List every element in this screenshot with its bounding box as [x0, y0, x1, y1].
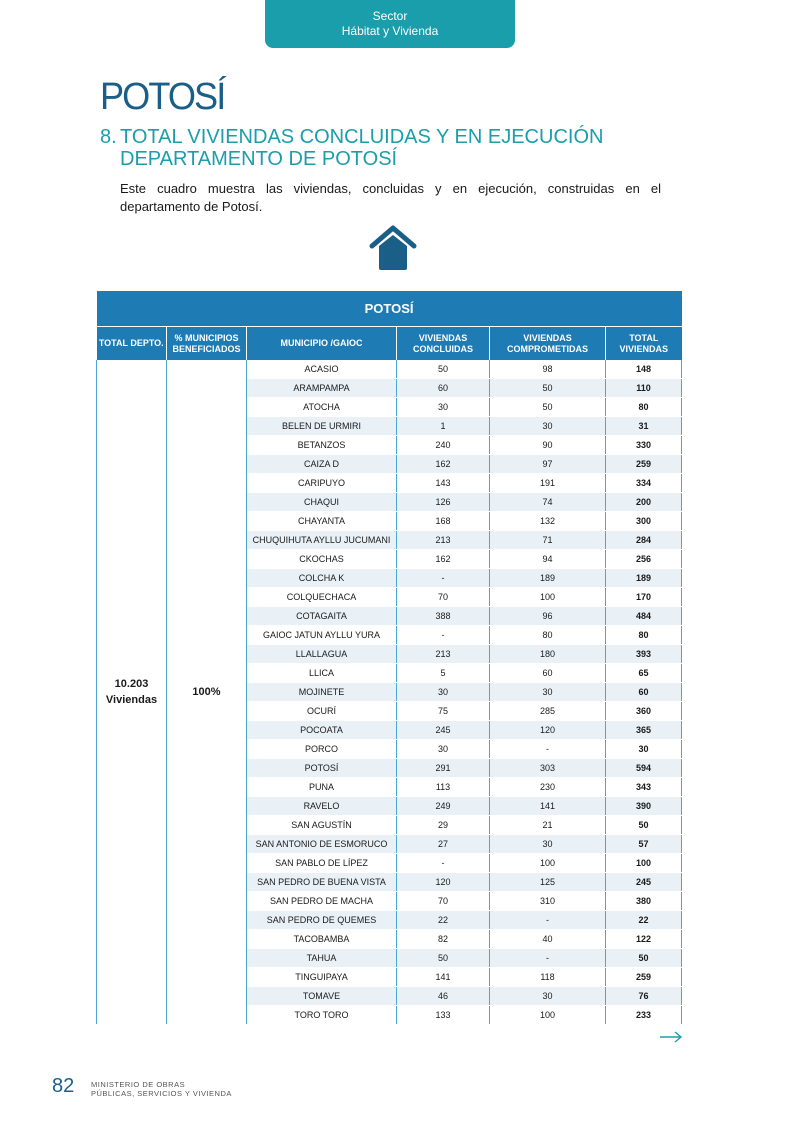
concluidas-cell: 5	[397, 664, 490, 683]
municipio-cell: LLICA	[247, 664, 397, 683]
concluidas-cell: 126	[397, 493, 490, 512]
section-title-line2: DEPARTAMENTO DE POTOSÍ	[120, 148, 398, 170]
comprometidas-cell: 71	[490, 531, 606, 550]
municipio-cell: SAN PEDRO DE QUEMES	[247, 911, 397, 930]
total-cell: 284	[606, 531, 682, 550]
municipio-cell: SAN PEDRO DE MACHA	[247, 892, 397, 911]
total-cell: 365	[606, 721, 682, 740]
comprometidas-cell: 98	[490, 360, 606, 379]
comprometidas-cell: 125	[490, 873, 606, 892]
comprometidas-cell: 285	[490, 702, 606, 721]
total-depto-value: 10.203	[114, 678, 149, 690]
comprometidas-cell: 120	[490, 721, 606, 740]
comprometidas-cell: 132	[490, 512, 606, 531]
comprometidas-cell: 303	[490, 759, 606, 778]
total-cell: 594	[606, 759, 682, 778]
total-cell: 256	[606, 550, 682, 569]
total-cell: 110	[606, 379, 682, 398]
comprometidas-cell: 50	[490, 379, 606, 398]
total-cell: 100	[606, 854, 682, 873]
comprometidas-cell: 97	[490, 455, 606, 474]
concluidas-cell: 70	[397, 892, 490, 911]
municipio-cell: TACOBAMBA	[247, 930, 397, 949]
concluidas-cell: 75	[397, 702, 490, 721]
total-cell: 189	[606, 569, 682, 588]
municipio-cell: ARAMPAMPA	[247, 379, 397, 398]
column-header-comprometidas: VIVIENDAS COMPROMETIDAS	[490, 327, 606, 361]
municipio-cell: SAN AGUSTÍN	[247, 816, 397, 835]
total-depto-cell	[97, 360, 167, 1025]
concluidas-cell: 22	[397, 911, 490, 930]
total-cell: 334	[606, 474, 682, 493]
footer-org-line1: MINISTERIO DE OBRAS	[91, 1080, 186, 1089]
comprometidas-cell: 230	[490, 778, 606, 797]
municipio-cell: ATOCHA	[247, 398, 397, 417]
total-cell: 245	[606, 873, 682, 892]
concluidas-cell: 388	[397, 607, 490, 626]
municipio-cell: CKOCHAS	[247, 550, 397, 569]
concluidas-cell: 27	[397, 835, 490, 854]
total-cell: 30	[606, 740, 682, 759]
concluidas-cell: 162	[397, 550, 490, 569]
municipio-cell: PORCO	[247, 740, 397, 759]
comprometidas-cell: 100	[490, 854, 606, 873]
concluidas-cell: 133	[397, 1006, 490, 1025]
comprometidas-cell: 90	[490, 436, 606, 455]
comprometidas-cell: -	[490, 911, 606, 930]
municipio-cell: SAN PEDRO DE BUENA VISTA	[247, 873, 397, 892]
total-cell: 80	[606, 398, 682, 417]
concluidas-cell: 213	[397, 531, 490, 550]
municipio-cell: SAN ANTONIO DE ESMORUCO	[247, 835, 397, 854]
total-cell: 60	[606, 683, 682, 702]
total-cell: 50	[606, 816, 682, 835]
pct-municipios-cell: 100%	[167, 360, 247, 1025]
municipio-cell: CAIZA D	[247, 455, 397, 474]
column-header-total-depto: TOTAL DEPTO.	[97, 327, 167, 361]
concluidas-cell: 60	[397, 379, 490, 398]
municipio-cell: MOJINETE	[247, 683, 397, 702]
concluidas-cell: 30	[397, 740, 490, 759]
municipio-cell: CHAYANTA	[247, 512, 397, 531]
table-body	[97, 360, 682, 1025]
comprometidas-cell: 118	[490, 968, 606, 987]
comprometidas-cell: 30	[490, 987, 606, 1006]
concluidas-cell: 162	[397, 455, 490, 474]
total-cell: 484	[606, 607, 682, 626]
footer-organization	[91, 1080, 232, 1098]
concluidas-cell: 213	[397, 645, 490, 664]
total-cell: 390	[606, 797, 682, 816]
concluidas-cell: -	[397, 626, 490, 645]
page-title: POTOSÍ	[100, 76, 225, 118]
municipio-cell: POTOSÍ	[247, 759, 397, 778]
comprometidas-cell: 191	[490, 474, 606, 493]
comprometidas-cell: 60	[490, 664, 606, 683]
comprometidas-cell: -	[490, 740, 606, 759]
municipio-cell: PUNA	[247, 778, 397, 797]
comprometidas-cell: 180	[490, 645, 606, 664]
concluidas-cell: 70	[397, 588, 490, 607]
concluidas-cell: -	[397, 854, 490, 873]
total-cell: 200	[606, 493, 682, 512]
total-cell: 380	[606, 892, 682, 911]
municipio-cell: BELEN DE URMIRI	[247, 417, 397, 436]
municipio-cell: LLALLAGUA	[247, 645, 397, 664]
column-header-total: TOTAL VIVIENDAS	[606, 327, 682, 361]
municipio-cell: COLCHA K	[247, 569, 397, 588]
total-cell: 300	[606, 512, 682, 531]
concluidas-cell: 29	[397, 816, 490, 835]
municipio-cell: CHUQUIHUTA AYLLU JUCUMANI	[247, 531, 397, 550]
municipio-cell: SAN PABLO DE LÍPEZ	[247, 854, 397, 873]
section-number: 8.	[100, 126, 117, 148]
concluidas-cell: 30	[397, 683, 490, 702]
total-cell: 393	[606, 645, 682, 664]
concluidas-cell: 50	[397, 949, 490, 968]
municipio-cell: TORO TORO	[247, 1006, 397, 1025]
concluidas-cell: 245	[397, 721, 490, 740]
concluidas-cell: -	[397, 569, 490, 588]
sector-name: Hábitat y Vivienda	[341, 24, 439, 38]
table-row	[97, 360, 682, 379]
housing-table-container	[96, 291, 681, 1025]
concluidas-cell: 113	[397, 778, 490, 797]
municipio-cell: TINGUIPAYA	[247, 968, 397, 987]
concluidas-cell: 50	[397, 360, 490, 379]
concluidas-cell: 168	[397, 512, 490, 531]
municipio-cell: COTAGAITA	[247, 607, 397, 626]
comprometidas-cell: 100	[490, 588, 606, 607]
comprometidas-cell: 310	[490, 892, 606, 911]
comprometidas-cell: 21	[490, 816, 606, 835]
section-description: Este cuadro muestra las viviendas, concluidas y en ejecución, construidas en el departamento de Potosí.	[120, 181, 661, 214]
municipio-cell: GAIOC JATUN AYLLU YURA	[247, 626, 397, 645]
section-title-line1: TOTAL VIVIENDAS CONCLUIDAS Y EN EJECUCIÓN	[120, 126, 604, 148]
comprometidas-cell: 50	[490, 398, 606, 417]
total-cell: 170	[606, 588, 682, 607]
comprometidas-cell: 30	[490, 683, 606, 702]
column-header-municipio: MUNICIPIO /GAIOC	[247, 327, 397, 361]
total-cell: 31	[606, 417, 682, 436]
concluidas-cell: 143	[397, 474, 490, 493]
total-cell: 80	[606, 626, 682, 645]
comprometidas-cell: 94	[490, 550, 606, 569]
house-icon	[369, 224, 417, 270]
concluidas-cell: 240	[397, 436, 490, 455]
concluidas-cell: 30	[397, 398, 490, 417]
total-cell: 57	[606, 835, 682, 854]
total-cell: 233	[606, 1006, 682, 1025]
comprometidas-cell: 189	[490, 569, 606, 588]
municipio-cell: CHAQUI	[247, 493, 397, 512]
footer-org-line2: PÚBLICAS, SERVICIOS Y VIVIENDA	[91, 1089, 232, 1098]
page-number: 82	[52, 1075, 75, 1097]
total-cell: 360	[606, 702, 682, 721]
municipio-cell: COLQUECHACA	[247, 588, 397, 607]
municipio-cell: RAVELO	[247, 797, 397, 816]
total-cell: 343	[606, 778, 682, 797]
municipio-cell: POCOATA	[247, 721, 397, 740]
total-cell: 76	[606, 987, 682, 1006]
sector-label: Sector	[372, 9, 408, 23]
sector-tab	[265, 0, 515, 48]
arrow-right-icon	[659, 1031, 683, 1043]
total-cell: 22	[606, 911, 682, 930]
concluidas-cell: 291	[397, 759, 490, 778]
total-cell: 259	[606, 968, 682, 987]
comprometidas-cell: 30	[490, 835, 606, 854]
concluidas-cell: 82	[397, 930, 490, 949]
total-cell: 330	[606, 436, 682, 455]
total-cell: 50	[606, 949, 682, 968]
total-cell: 122	[606, 930, 682, 949]
column-header-concluidas: VIVIENDAS CONCLUIDAS	[397, 327, 490, 361]
concluidas-cell: 249	[397, 797, 490, 816]
comprometidas-cell: -	[490, 949, 606, 968]
concluidas-cell: 46	[397, 987, 490, 1006]
comprometidas-cell: 80	[490, 626, 606, 645]
comprometidas-cell: 30	[490, 417, 606, 436]
municipio-cell: TOMAVE	[247, 987, 397, 1006]
municipio-cell: CARIPUYO	[247, 474, 397, 493]
municipio-cell: ACASIO	[247, 360, 397, 379]
department-header: POTOSÍ	[97, 291, 682, 327]
total-cell: 148	[606, 360, 682, 379]
concluidas-cell: 120	[397, 873, 490, 892]
comprometidas-cell: 96	[490, 607, 606, 626]
total-cell: 65	[606, 664, 682, 683]
municipio-cell: TAHUA	[247, 949, 397, 968]
total-cell: 259	[606, 455, 682, 474]
municipio-cell: BETANZOS	[247, 436, 397, 455]
concluidas-cell: 141	[397, 968, 490, 987]
total-depto-unit: Viviendas	[105, 694, 158, 706]
housing-table	[96, 291, 682, 1025]
comprometidas-cell: 74	[490, 493, 606, 512]
concluidas-cell: 1	[397, 417, 490, 436]
municipio-cell: OCURÍ	[247, 702, 397, 721]
column-header-pct-municipios: % MUNICIPIOS BENEFICIADOS	[167, 327, 247, 361]
comprometidas-cell: 141	[490, 797, 606, 816]
comprometidas-cell: 40	[490, 930, 606, 949]
section-title	[100, 126, 700, 170]
comprometidas-cell: 100	[490, 1006, 606, 1025]
